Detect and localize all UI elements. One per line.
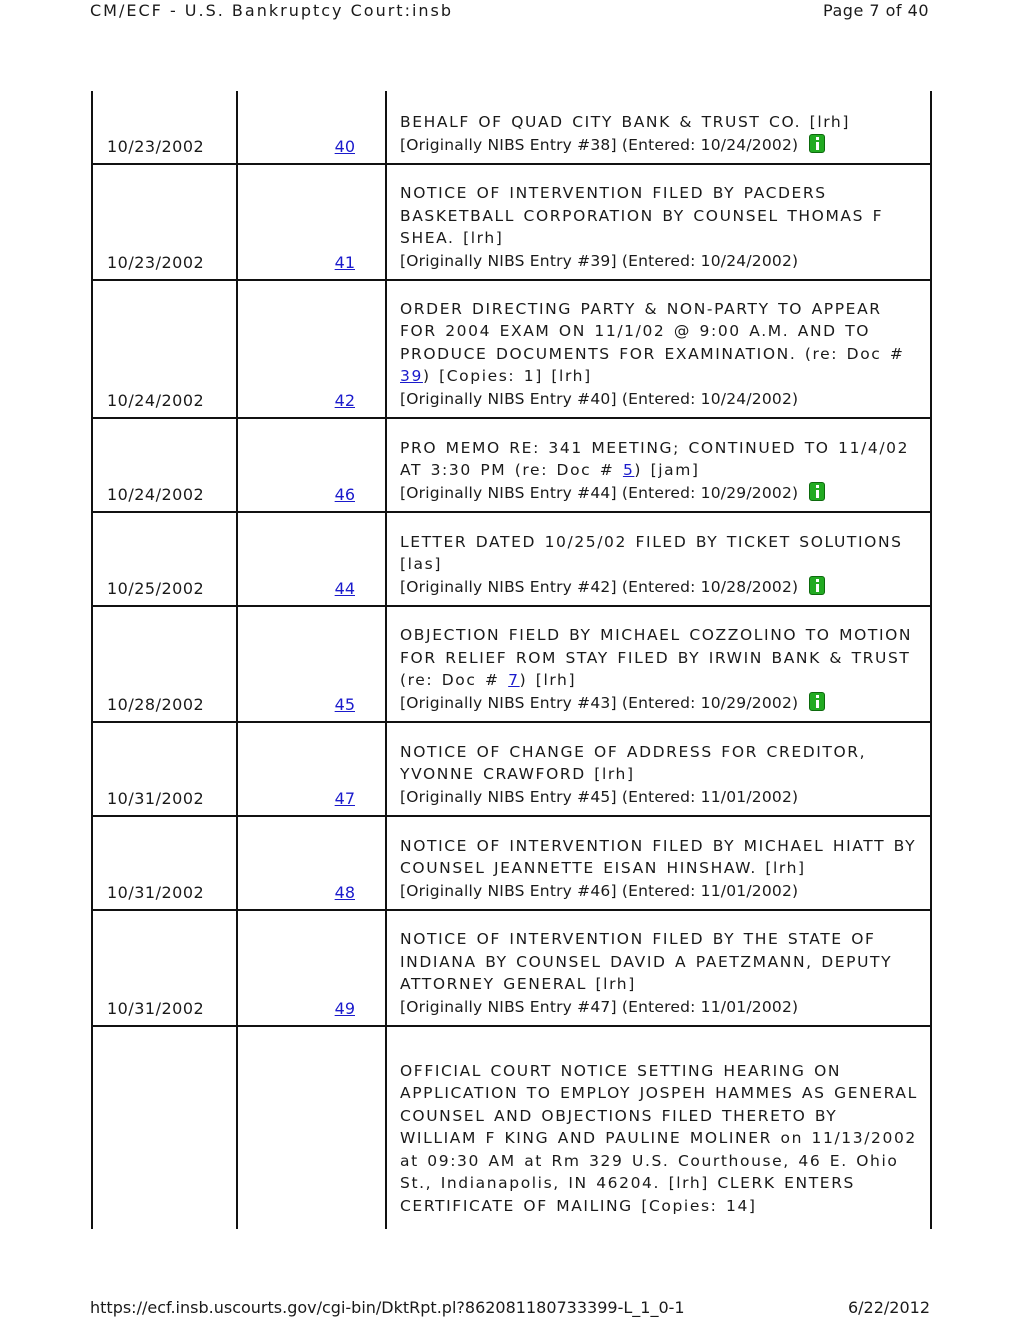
entry-date: 10/24/2002 <box>92 418 237 512</box>
entry-number-cell <box>237 280 386 418</box>
page-number: Page 7 of 40 <box>823 1 929 20</box>
entry-text: BEHALF OF QUAD CITY BANK & TRUST CO. [lrh] <box>400 113 851 131</box>
entry-text-cell <box>386 816 931 910</box>
entry-number-cell <box>237 816 386 910</box>
entry-text-cell <box>386 606 931 722</box>
info-icon[interactable] <box>809 576 825 595</box>
print-date: 6/22/2012 <box>847 1298 930 1317</box>
page-url: https://ecf.insb.uscourts.gov/cgi-bin/DktRpt.pl?862081180733399-L_1_0-1 <box>90 1298 685 1317</box>
entry-number-link[interactable]: 41 <box>334 253 355 272</box>
entry-original: [Originally NIBS Entry #47] (Entered: 11/01/2002) <box>400 997 799 1016</box>
entry-original: [Originally NIBS Entry #40] (Entered: 10/24/2002) <box>400 389 799 408</box>
entry-number-cell <box>237 722 386 816</box>
entry-date: 10/23/2002 <box>92 164 237 280</box>
entry-text: LETTER DATED 10/25/02 FILED BY TICKET SOLUTIONS [las] <box>400 532 903 573</box>
doc-reference-link[interactable]: 39 <box>400 367 423 385</box>
entry-number-link[interactable]: 49 <box>334 999 355 1018</box>
docket-row <box>92 418 931 512</box>
entry-number-cell <box>237 91 386 164</box>
entry-number-link[interactable]: 45 <box>334 695 355 714</box>
entry-text-cell <box>386 722 931 816</box>
entry-date <box>92 1026 237 1229</box>
entry-text: OBJECTION FIELD BY MICHAEL COZZOLINO TO MOTION FOR RELIEF ROM STAY FILED BY IRWIN BANK & TRUST (re: Doc # <box>400 626 913 689</box>
entry-text-suffix: ) [Copies: 1] [lrh] <box>422 367 592 385</box>
entry-number-cell <box>237 606 386 722</box>
entry-date: 10/25/2002 <box>92 512 237 606</box>
entry-text: NOTICE OF INTERVENTION FILED BY PACDERS BASKETBALL CORPORATION BY COUNSEL THOMAS F SHEA. [lrh] <box>400 184 884 247</box>
entry-number-link[interactable]: 44 <box>334 579 355 598</box>
docket-row <box>92 280 931 418</box>
entry-text-cell <box>386 418 931 512</box>
entry-original: [Originally NIBS Entry #45] (Entered: 11/01/2002) <box>400 787 799 806</box>
docket-row <box>92 910 931 1026</box>
entry-number-cell <box>237 910 386 1026</box>
entry-number-cell <box>237 1026 386 1229</box>
entry-text-cell <box>386 1026 931 1229</box>
entry-date: 10/31/2002 <box>92 910 237 1026</box>
entry-text-cell <box>386 91 931 164</box>
entry-date: 10/31/2002 <box>92 722 237 816</box>
docket-row <box>92 91 931 164</box>
doc-reference-link[interactable]: 7 <box>508 671 520 689</box>
entry-number-cell <box>237 418 386 512</box>
entry-text-cell <box>386 164 931 280</box>
info-icon[interactable] <box>809 692 825 711</box>
page-header-title: CM/ECF - U.S. Bankruptcy Court:insb <box>90 1 454 20</box>
entry-original: [Originally NIBS Entry #39] (Entered: 10/24/2002) <box>400 251 799 270</box>
entry-text-suffix: ) [jam] <box>634 461 700 479</box>
entry-original: [Originally NIBS Entry #43] (Entered: 10/29/2002) <box>400 693 799 712</box>
entry-text: NOTICE OF INTERVENTION FILED BY MICHAEL HIATT BY COUNSEL JEANNETTE EISAN HINSHAW. [lrh] <box>400 836 917 877</box>
entry-original: [Originally NIBS Entry #38] (Entered: 10/24/2002) <box>400 135 799 154</box>
entry-text: OFFICIAL COURT NOTICE SETTING HEARING ON APPLICATION TO EMPLOY JOSPEH HAMMES AS GENERAL COUNSEL AND OBJECTIONS FILED THERETO BY WILLIAM F KING AND PAULINE MOLINER on 11/13/2002 at 09:30 AM at Rm 329 U.S. Courthouse, 46 E. Ohio St., Indianapolis, IN 46204. [lrh] CLERK ENTERS CERTIFICATE OF MAILING [Copies: 14] <box>400 1061 918 1215</box>
entry-number-cell <box>237 164 386 280</box>
entry-date: 10/24/2002 <box>92 280 237 418</box>
info-icon[interactable] <box>809 134 825 153</box>
entry-text-suffix: ) [lrh] <box>519 671 577 689</box>
docket-row <box>92 606 931 722</box>
docket-table <box>91 91 932 1229</box>
doc-reference-link[interactable]: 5 <box>622 461 635 479</box>
entry-date: 10/28/2002 <box>92 606 237 722</box>
entry-original: [Originally NIBS Entry #42] (Entered: 10/28/2002) <box>400 577 799 596</box>
entry-text: NOTICE OF INTERVENTION FILED BY THE STATE OF INDIANA BY COUNSEL DAVID A PAETZMANN, DEPUTY ATTORNEY GENERAL [lrh] <box>400 930 893 993</box>
entry-number-link[interactable]: 46 <box>334 485 355 504</box>
entry-number-cell <box>237 512 386 606</box>
entry-text: PRO MEMO RE: 341 MEETING; CONTINUED TO 11/4/02 AT 3:30 PM (re: Doc # <box>400 438 910 479</box>
entry-number-link[interactable]: 47 <box>334 789 355 808</box>
entry-date: 10/23/2002 <box>92 91 237 164</box>
entry-number-link[interactable]: 40 <box>334 137 355 156</box>
entry-date: 10/31/2002 <box>92 816 237 910</box>
docket-row <box>92 164 931 280</box>
entry-text-cell <box>386 512 931 606</box>
entry-original: [Originally NIBS Entry #46] (Entered: 11/01/2002) <box>400 881 799 900</box>
entry-text: NOTICE OF CHANGE OF ADDRESS FOR CREDITOR, YVONNE CRAWFORD [lrh] <box>400 742 867 783</box>
entry-text-cell <box>386 910 931 1026</box>
docket-row <box>92 722 931 816</box>
docket-row <box>92 1026 931 1229</box>
docket-row <box>92 816 931 910</box>
entry-text-cell <box>386 280 931 418</box>
entry-original: [Originally NIBS Entry #44] (Entered: 10/29/2002) <box>400 483 799 502</box>
entry-number-link[interactable]: 42 <box>334 391 355 410</box>
docket-row <box>92 512 931 606</box>
info-icon[interactable] <box>809 482 825 501</box>
entry-text: ORDER DIRECTING PARTY & NON-PARTY TO APPEAR FOR 2004 EXAM ON 11/1/02 @ 9:00 A.M. AND TO PRODUCE DOCUMENTS FOR EXAMINATION. (re: Doc # <box>400 299 905 363</box>
entry-number-link[interactable]: 48 <box>334 883 355 902</box>
